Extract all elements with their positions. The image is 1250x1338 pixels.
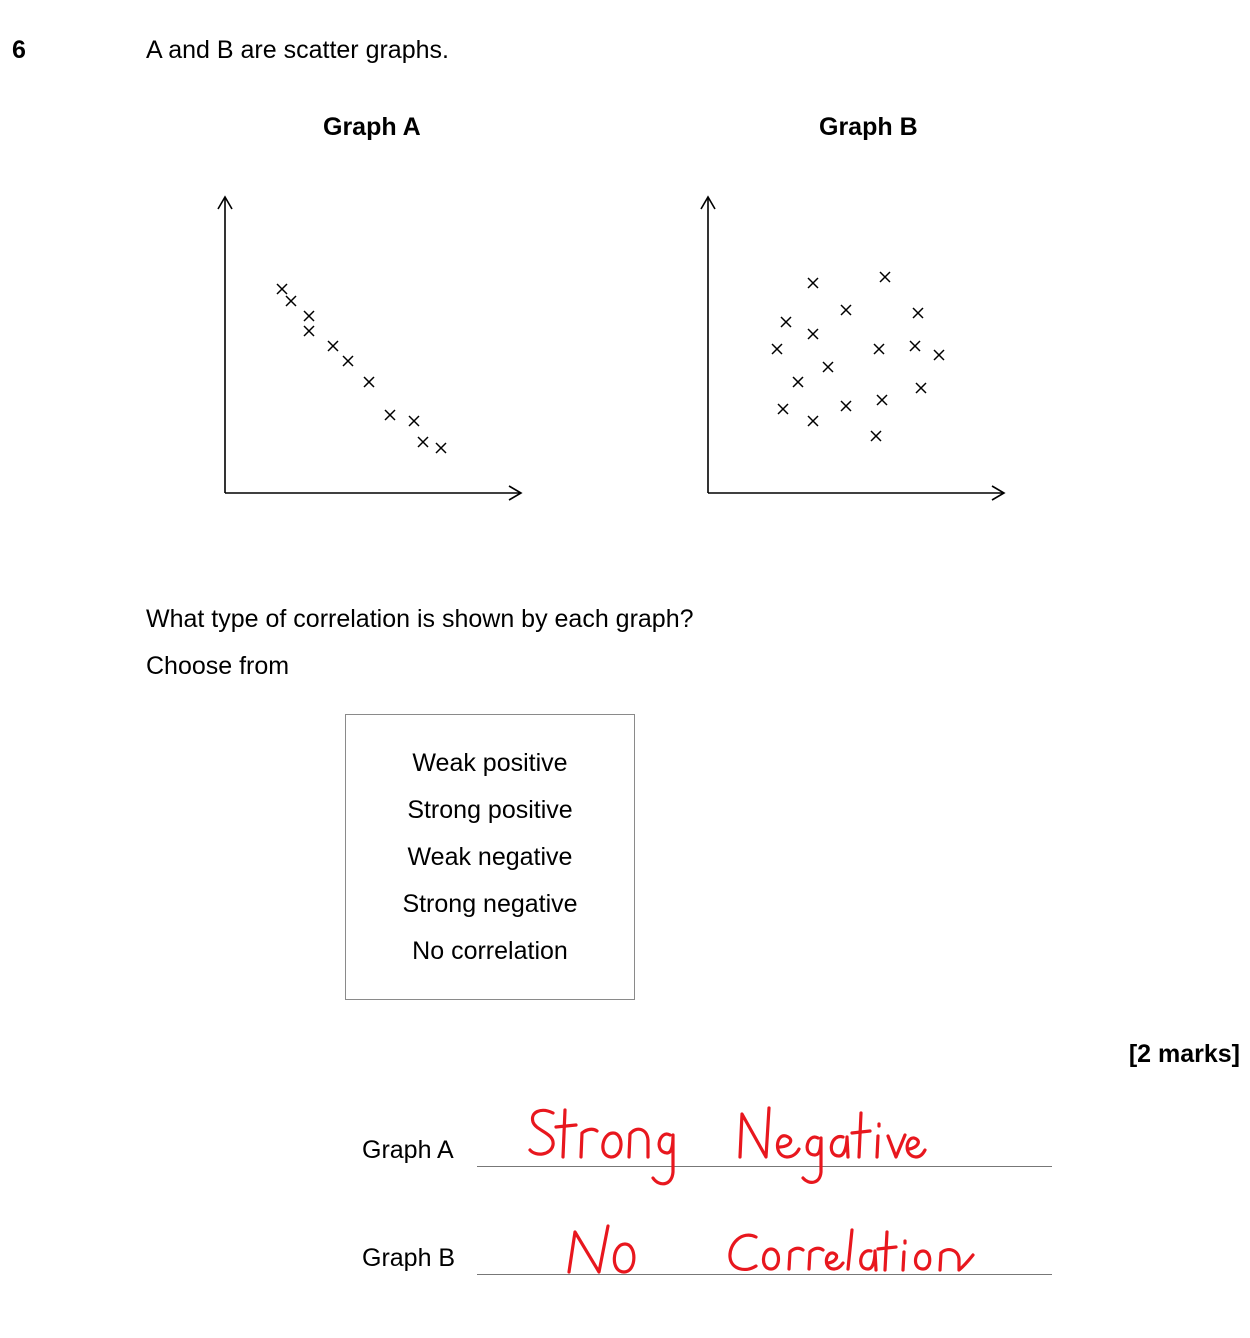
scatter-point — [409, 416, 419, 426]
scatter-point — [841, 305, 851, 315]
scatter-point — [880, 272, 890, 282]
choice-strong-negative: Strong negative — [402, 890, 578, 918]
scatter-point — [823, 362, 833, 372]
answer-label-graph-b: Graph B — [362, 1244, 456, 1272]
scatter-point — [808, 416, 818, 426]
scatter-point — [418, 437, 428, 447]
scatter-point — [286, 296, 296, 306]
scatter-point — [304, 311, 314, 321]
choice-weak-negative: Weak negative — [407, 843, 573, 871]
scatter-point — [877, 395, 887, 405]
handwritten-answer-graph-a — [527, 1100, 927, 1190]
scatter-point — [910, 341, 920, 351]
scatter-point — [343, 356, 353, 366]
scatter-point — [916, 383, 926, 393]
scatter-point — [304, 326, 314, 336]
graph-a-title: Graph A — [323, 113, 421, 141]
scatter-point — [385, 410, 395, 420]
choice-weak-positive: Weak positive — [412, 749, 568, 777]
scatter-point — [328, 341, 338, 351]
handwritten-answer-graph-b — [566, 1222, 986, 1282]
scatter-point — [781, 317, 791, 327]
scatter-point — [277, 284, 287, 294]
choice-strong-positive: Strong positive — [407, 796, 573, 824]
scatter-point — [772, 344, 782, 354]
choices-box — [345, 714, 635, 1000]
scatter-point — [778, 404, 788, 414]
graph-b-scatter — [688, 185, 1018, 505]
scatter-point — [793, 377, 803, 387]
scatter-point — [841, 401, 851, 411]
scatter-point — [934, 350, 944, 360]
answer-label-graph-a: Graph A — [362, 1136, 454, 1164]
scatter-point — [913, 308, 923, 318]
choose-from-label: Choose from — [146, 652, 290, 680]
scatter-point — [874, 344, 884, 354]
scatter-point — [871, 431, 881, 441]
question-prompt: What type of correlation is shown by each graph? — [146, 605, 694, 633]
question-text: A and B are scatter graphs. — [146, 36, 449, 64]
graph-b-title: Graph B — [819, 113, 918, 141]
scatter-point — [364, 377, 374, 387]
choice-no-correlation: No correlation — [412, 937, 568, 965]
scatter-point — [808, 329, 818, 339]
scatter-point — [808, 278, 818, 288]
marks-label: [2 marks] — [1128, 1040, 1240, 1068]
scatter-point — [436, 443, 446, 453]
graph-a-scatter — [205, 185, 535, 505]
question-number: 6 — [12, 36, 26, 64]
